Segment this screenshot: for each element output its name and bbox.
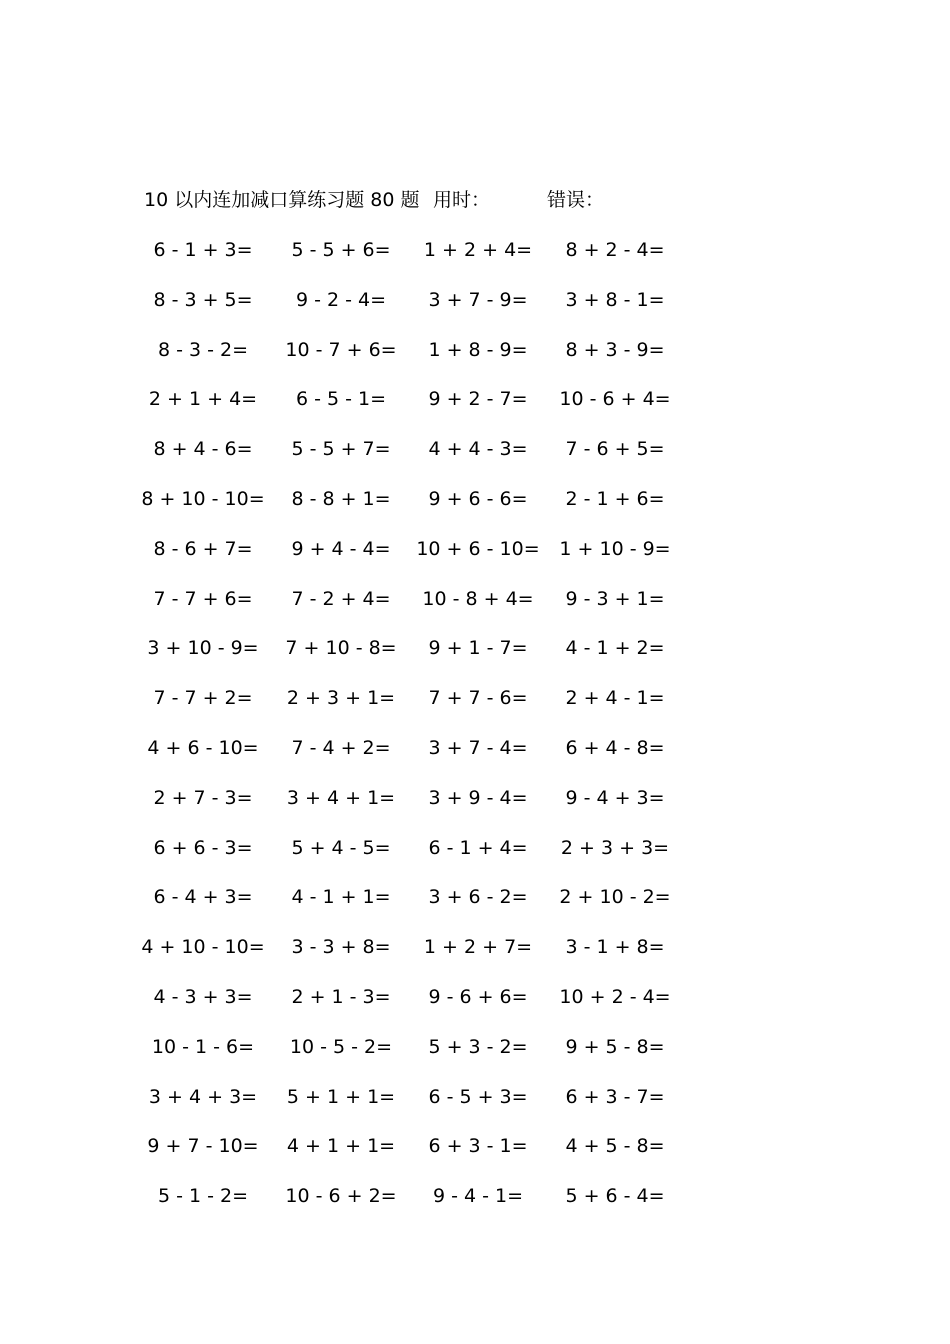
problem-row — [0, 535, 950, 585]
problem-row — [0, 684, 950, 734]
problem-item: 6 - 1 + 4= — [428, 836, 528, 859]
problem-item: 8 - 3 + 5= — [153, 288, 253, 311]
problem-item: 9 - 6 + 6= — [428, 985, 528, 1008]
problem-item: 6 - 5 - 1= — [295, 388, 387, 411]
problem-row — [0, 1182, 950, 1232]
problem-item: 9 + 4 - 4= — [291, 537, 391, 560]
problem-item: 10 - 5 - 2= — [289, 1035, 393, 1058]
problem-item: 2 + 7 - 3= — [153, 786, 253, 809]
problem-row — [0, 286, 950, 336]
problem-item: 7 + 7 - 6= — [428, 687, 528, 710]
problem-item: 2 - 1 + 6= — [565, 487, 665, 510]
problem-item: 3 - 1 + 8= — [565, 936, 665, 959]
problem-row — [0, 1132, 950, 1182]
errors-label: 错误： — [547, 189, 605, 211]
problem-item: 6 + 3 - 1= — [428, 1135, 528, 1158]
problem-item: 10 - 6 + 4= — [559, 388, 671, 411]
problem-item: 2 + 3 + 3= — [560, 836, 670, 859]
problem-item: 8 + 10 - 10= — [141, 487, 265, 510]
problem-row — [0, 435, 950, 485]
problem-item: 4 + 4 - 3= — [428, 438, 528, 461]
problem-item: 4 + 5 - 8= — [565, 1135, 665, 1158]
problem-item: 2 + 1 - 3= — [291, 985, 391, 1008]
problem-row — [0, 1083, 950, 1133]
problem-item: 4 + 6 - 10= — [147, 736, 259, 759]
problem-item: 5 + 4 - 5= — [291, 836, 391, 859]
problem-item: 7 - 6 + 5= — [565, 438, 665, 461]
problem-item: 5 + 3 - 2= — [428, 1035, 528, 1058]
problem-row — [0, 883, 950, 933]
problem-item: 7 + 10 - 8= — [285, 637, 397, 660]
problem-item: 10 - 1 - 6= — [151, 1035, 255, 1058]
problem-item: 5 + 1 + 1= — [286, 1085, 396, 1108]
problem-item: 6 + 4 - 8= — [565, 736, 665, 759]
problem-row — [0, 834, 950, 884]
problem-item: 4 - 3 + 3= — [153, 985, 253, 1008]
problem-item: 5 - 5 + 7= — [291, 438, 391, 461]
problem-item: 9 + 5 - 8= — [565, 1035, 665, 1058]
problem-item: 1 + 10 - 9= — [559, 537, 671, 560]
problem-item: 6 + 3 - 7= — [565, 1085, 665, 1108]
problem-item: 9 + 1 - 7= — [428, 637, 528, 660]
problem-item: 6 - 4 + 3= — [153, 886, 253, 909]
problem-item: 3 + 9 - 4= — [428, 786, 528, 809]
problem-item: 6 - 5 + 3= — [428, 1085, 528, 1108]
problem-item: 8 + 2 - 4= — [565, 239, 665, 261]
time-used-label: 用时： — [433, 189, 491, 211]
problem-row — [0, 236, 950, 286]
problem-row — [0, 485, 950, 535]
problem-item: 4 + 1 + 1= — [286, 1135, 396, 1158]
problem-grid — [0, 236, 950, 1232]
problem-item: 8 - 8 + 1= — [291, 487, 391, 510]
problem-row — [0, 634, 950, 684]
problem-item: 10 + 2 - 4= — [559, 985, 671, 1008]
problem-item: 7 - 7 + 6= — [153, 587, 253, 610]
problem-item: 10 - 7 + 6= — [285, 338, 397, 361]
problem-item: 4 + 10 - 10= — [141, 936, 265, 959]
problem-item: 5 + 6 - 4= — [565, 1185, 665, 1208]
problem-item: 2 + 10 - 2= — [559, 886, 671, 909]
problem-item: 3 + 8 - 1= — [565, 288, 665, 311]
problem-item: 9 + 7 - 10= — [147, 1135, 259, 1158]
problem-item: 9 + 6 - 6= — [428, 487, 528, 510]
problem-row — [0, 1033, 950, 1083]
problem-item: 7 - 2 + 4= — [291, 587, 391, 610]
problem-item: 3 + 4 + 3= — [148, 1085, 258, 1108]
problem-item: 10 - 6 + 2= — [285, 1185, 397, 1208]
problem-item: 1 + 2 + 4= — [423, 239, 533, 261]
problem-row — [0, 784, 950, 834]
problem-row — [0, 385, 950, 435]
problem-item: 6 + 6 - 3= — [153, 836, 253, 859]
problem-item: 4 - 1 + 1= — [291, 886, 391, 909]
problem-item: 7 - 7 + 2= — [153, 687, 253, 710]
problem-item: 3 + 7 - 4= — [428, 736, 528, 759]
worksheet-header — [144, 186, 664, 214]
problem-row — [0, 585, 950, 635]
problem-row — [0, 336, 950, 386]
problem-item: 3 + 7 - 9= — [428, 288, 528, 311]
problem-item: 8 - 3 - 2= — [157, 338, 249, 361]
problem-item: 7 - 4 + 2= — [291, 736, 391, 759]
problem-item: 4 - 1 + 2= — [565, 637, 665, 660]
problem-row — [0, 933, 950, 983]
problem-item: 9 - 4 - 1= — [432, 1185, 524, 1208]
problem-item: 8 + 3 - 9= — [565, 338, 665, 361]
problem-item: 9 - 2 - 4= — [295, 288, 387, 311]
problem-row — [0, 983, 950, 1033]
problem-item: 1 + 8 - 9= — [428, 338, 528, 361]
problem-item: 10 + 6 - 10= — [416, 537, 540, 560]
problem-item: 8 + 4 - 6= — [153, 438, 253, 461]
problem-item: 3 + 10 - 9= — [147, 637, 259, 660]
problem-item: 2 + 1 + 4= — [148, 388, 258, 411]
problem-item: 9 + 2 - 7= — [428, 388, 528, 411]
problem-row — [0, 734, 950, 784]
problem-item: 9 - 4 + 3= — [565, 786, 665, 809]
problem-item: 5 - 5 + 6= — [291, 239, 391, 261]
problem-item: 10 - 8 + 4= — [422, 587, 534, 610]
problem-item: 5 - 1 - 2= — [157, 1185, 249, 1208]
problem-item: 9 - 3 + 1= — [565, 587, 665, 610]
problem-item: 3 - 3 + 8= — [291, 936, 391, 959]
problem-item: 6 - 1 + 3= — [153, 239, 253, 261]
problem-item: 1 + 2 + 7= — [423, 936, 533, 959]
problem-item: 3 + 6 - 2= — [428, 886, 528, 909]
problem-item: 3 + 4 + 1= — [286, 786, 396, 809]
problem-item: 2 + 3 + 1= — [286, 687, 396, 710]
worksheet-title: 10 以内连加减口算练习题 80 题 — [144, 189, 420, 211]
problem-item: 8 - 6 + 7= — [153, 537, 253, 560]
problem-item: 2 + 4 - 1= — [565, 687, 665, 710]
